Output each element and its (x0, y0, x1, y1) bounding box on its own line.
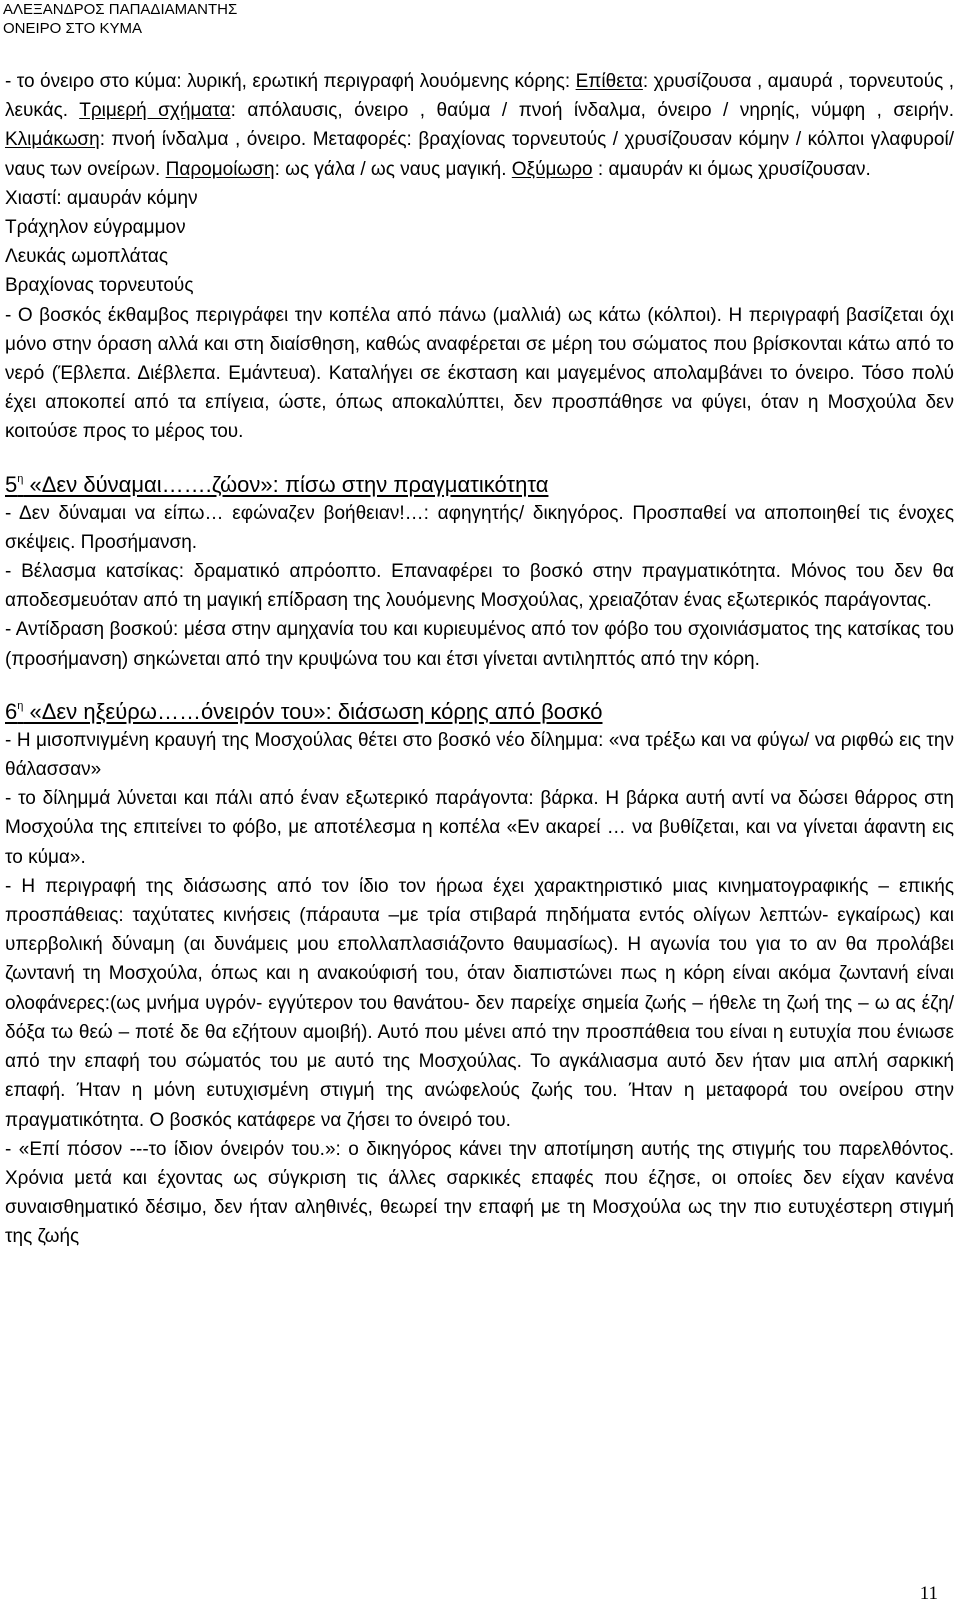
section-5-paragraph: - Βέλασμα κατσίκας: δραματικό απρόοπτο. Επαναφέρει το βοσκό στην πραγματικότητα. Μόνος του δεν θα αποδεσμευόταν από τη μαγική επίδραση της λουόμενης Μοσχούλας, χρειαζόταν ένας εξωτερικός παράγοντας. (5, 561, 954, 612)
section-6-superscript: η (17, 699, 24, 712)
intro-text: : απόλαυσις, όνειρο , θαύμα / πνοή ίνδαλμα, όνειρο / νηρηίς, νύμφη , σειρήν. (230, 100, 955, 122)
section-6-heading (5, 692, 954, 726)
intro-text: - το όνειρο στο κύμα: λυρική, ερωτική περιγραφή λουόμενης κόρης: (5, 71, 576, 92)
section-5-paragraph: - Δεν δύναμαι να είπω… εφώναζεν βοήθειαν!…: αφηγητής/ δικηγόρος. Προσπαθεί να αποποιηθεί τις ένοχες σκέψεις. Προσήμανση. (5, 502, 954, 553)
section-5-number: 5 (5, 471, 18, 497)
section-5-superscript: η (17, 472, 24, 485)
section-spacer (5, 447, 954, 465)
document-body (5, 67, 954, 1252)
page-number: 11 (919, 1583, 938, 1604)
section-6-paragraph: - το δίλημμά λύνεται και πάλι από έναν εξωτερικό παράγοντα: βάρκα. Η βάρκα αυτή αντί να δώσει θάρρος στη Μοσχούλα της επιτείνει το φόβο, με αποτέλεσμα η κοπέλα «Εν ακαρεί … να βυθίζεται, και να γίνεται άφαντη εις το κύμα». (5, 788, 954, 868)
section-6-paragraph: - Η μισοπνιγμένη κραυγή της Μοσχούλας θέτει στο βοσκό νέο δίλημμα: «να τρέξω και να φύγω/ να ριφθώ εις την θάλασσαν» (5, 729, 954, 781)
intro-paragraph (5, 67, 954, 184)
intro-paragraph-2: - Ο βοσκός έκθαμβος περιγράφει την κοπέλα από πάνω (μαλλιά) ως κάτω (κόλποι). Η περιγραφή βασίζεται όχι μόνο στην όραση αλλά και στη διαίσθηση, καθώς αναφέρεται σε μέρη του σώματος που βρίσκονται κάτω από το νερό (Έβλεπα. Διέβλεπα. Εμάντευα). Καταλήγει σε έκσταση και μαγεμένος απολαμβάνει το όνειρο. Τόσο πολύ έχει αποκοπεί από τα επίγεια, ώστε, όπως αποκαλύπτει, δεν προσπάθησε να φύγει, όταν η Μοσχούλα δεν κοιτούσε προς το μέρος του. (5, 304, 954, 443)
intro-text: : χρυσίζουσα , αμαυρά , τορνευτούς , λευκάς. (5, 71, 954, 122)
section-spacer (5, 674, 954, 692)
section-5-title: «Δεν δύναμαι…….ζώον»: πίσω στην πραγματικότητα (23, 471, 549, 497)
page-header (3, 0, 237, 38)
term-trimeri: Τριμερή σχήματα (79, 100, 231, 122)
header-title: ΟΝΕΙΡΟ ΣΤΟ ΚΥΜΑ (3, 20, 143, 37)
chiasti-line: Λευκάς ωμοπλάτας (5, 246, 169, 268)
term-klimakosi: Κλιμάκωση (5, 129, 100, 151)
section-6-paragraph: - «Επί πόσον ---το ίδιον όνειρόν του.»: ο δικηγόρος κάνει την αποτίμηση αυτής της στιγμής του παρελθόντος. Χρόνια μετά και έχοντας ως σύγκριση τις άλλες σαρκικές επαφές που έζησε, οι οποίες δεν είχαν κανένα συναισθηματικό δέσιμο, δεν ήταν αληθινές, θεωρεί την επαφή με τη Μοσχούλα ως την πιο ευτυχέστερη στιγμή της ζωής (5, 1138, 954, 1248)
intro-text: : πνοή ίνδαλμα , όνειρο. Μεταφορές: βραχίονας τορνευτούς / χρυσίζουσαν κόμην / κόλποι γλαφυροί/ ναυς των ονείρων. (5, 129, 954, 180)
section-6-number: 6 (5, 698, 18, 724)
term-paromoiosi: Παρομοίωση (165, 158, 275, 180)
chiasti-line: Βραχίονας τορνευτούς (5, 275, 194, 297)
section-5-paragraph: - Αντίδραση βοσκού: μέσα στην αμηχανία του και κυριευμένος από τον φόβο του σχοινιάσματος της κατσίκας του (προσήμανση) σηκώνεται από την κρυψώνα του και έτσι γίνεται αντιληπτός από την κόρη. (5, 619, 954, 670)
term-epitheta: Επίθετα (575, 71, 643, 92)
section-6-paragraph: - Η περιγραφή της διάσωσης από τον ίδιο τον ήρωα έχει χαρακτηριστικό μιας κινηματογραφικής – επικής προσπάθειας: ταχύτατες κινήσεις (πάραυτα –με τρία στιβαρά πηδήματα εντός ολίγων λεπτών- εγκαίρως) και υπερβολική δύναμη (αι δυνάμεις μου επολλαπλασιάζοντο θαυμασίως). Η αγωνία του για το αν θα προλάβει ζωντανή τη Μοσχούλα, όπως και η ανακούφισή του, όταν διαπιστώνει πως η κόρη είναι ακόμα ζωντανή είναι ολοφάνερες:(ως μνήμα υγρόν- εγγύτερον του θανάτου- δεν παρείχε σημεία ζωής – ήθελε τη ζωή της – ω ας έζη/ δόξα τω θεώ – ποτέ δε θα εζήτουν αμοιβή). Αυτό που μένει από την προσπάθεια του είναι η ευτυχία που ένιωσε από την επαφή του σώματός του με αυτό της Μοσχούλας. Το αγκάλιασμα αυτό δεν ήταν μια απλή σαρκική επαφή. Ήταν η μόνη ευτυχισμένη στιγμή της ανώφελούς ζωής του. Ήταν η μεταφορά του ονείρου στην πραγματικότητα. Ο βοσκός κατάφερε να ζήσει το όνειρό του. (5, 875, 954, 1131)
chiasti-line: Τράχηλον εύγραμμον (5, 217, 186, 239)
intro-text: : ως γάλα / ως ναυς μαγική. (274, 158, 512, 180)
section-5-heading (5, 465, 954, 499)
intro-text: : αμαυράν κι όμως χρυσίζουσαν. (592, 158, 871, 180)
section-6-title: «Δεν ηξεύρω……όνειρόν του»: διάσωση κόρης από βοσκό (23, 698, 603, 724)
chiasti-line: Χιαστί: αμαυράν κόμην (5, 187, 198, 209)
header-author: ΑΛΕΞΑΝΔΡΟΣ ΠΑΠΑΔΙΑΜΑΝΤΗΣ (3, 1, 238, 18)
term-oxymoro: Οξύμωρο (511, 158, 593, 180)
